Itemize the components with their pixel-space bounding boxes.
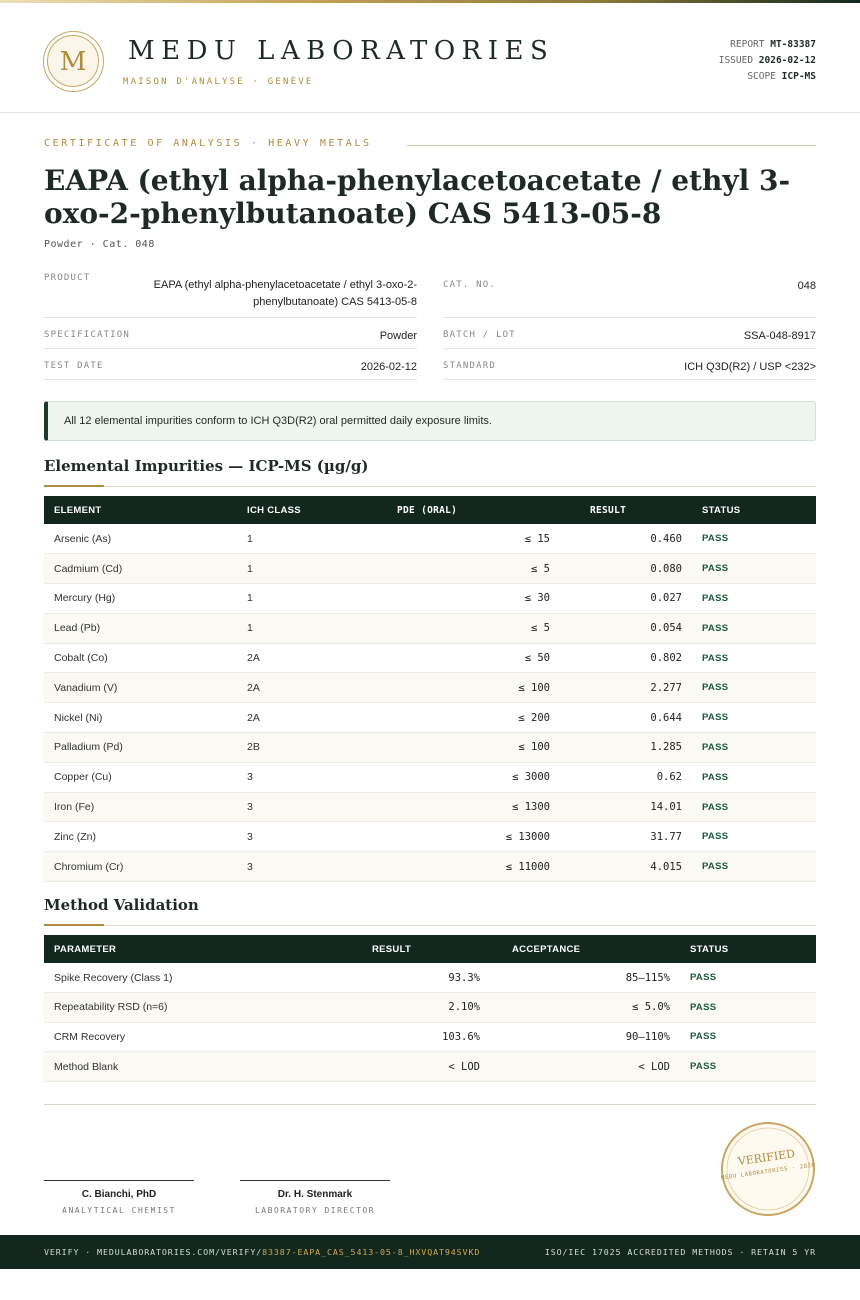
ich-class: 3 — [237, 852, 347, 882]
status-badge: PASS — [692, 703, 816, 733]
impurities-table-body — [44, 524, 816, 882]
info-value: Powder — [379, 330, 417, 342]
ich-class: 2A — [237, 673, 347, 703]
result-value: 93.3% — [294, 963, 490, 993]
impurity-row — [44, 613, 816, 643]
logo-letter: M — [47, 35, 99, 87]
brand-name: MEDU LABORATORIES — [128, 36, 555, 66]
report-number-row — [719, 37, 816, 53]
element-name: Nickel (Ni) — [44, 703, 237, 733]
info-label: BATCH / LOT — [443, 330, 516, 340]
info-value: 2026-02-12 — [360, 361, 417, 373]
result-value: 14.01 — [560, 792, 692, 822]
info-value: EAPA (ethyl alpha-phenylacetoacetate / ethyl 3-oxo-2-phenylbutanoate) CAS 5413-05-8 — [153, 279, 417, 308]
impurities-section-title: Elemental Impurities — ICP-MS (µg/g) — [44, 457, 369, 475]
validation-row — [44, 1022, 816, 1052]
result-value: < LOD — [294, 1052, 490, 1082]
result-value: 31.77 — [560, 822, 692, 852]
info-row-standard — [443, 349, 816, 380]
info-label: PRODUCT — [44, 273, 91, 283]
status-badge: PASS — [692, 762, 816, 792]
column-header-status: STATUS — [680, 935, 816, 963]
signature-laboratory-director — [240, 1180, 390, 1215]
info-label: CAT. NO. — [443, 280, 496, 290]
signatory-name: Dr. H. Stenmark — [277, 1189, 353, 1200]
scope-value: ICP-MS — [781, 71, 816, 82]
pde-limit: ≤ 1300 — [347, 792, 560, 822]
result-value: 0.054 — [560, 613, 692, 643]
impurities-header-row — [44, 496, 816, 524]
element-name: Chromium (Cr) — [44, 852, 237, 882]
pde-limit: ≤ 200 — [347, 703, 560, 733]
element-name: Copper (Cu) — [44, 762, 237, 792]
status-badge: PASS — [680, 1022, 816, 1052]
element-name: Zinc (Zn) — [44, 822, 237, 852]
verify-line — [44, 1247, 480, 1257]
verify-link[interactable]: 83387-EAPA_CAS_5413-05-8_HXVQAT94SVKD — [262, 1247, 481, 1257]
pde-limit: ≤ 15 — [347, 524, 560, 554]
accreditation-note: ISO/IEC 17025 ACCREDITED METHODS · RETAIN 5 YR — [544, 1247, 816, 1257]
certificate-eyebrow: CERTIFICATE OF ANALYSIS · HEAVY METALS — [44, 138, 372, 149]
impurity-row — [44, 822, 816, 852]
info-row-test-date — [44, 349, 417, 380]
impurity-row — [44, 703, 816, 733]
product-title: EAPA (ethyl alpha-phenylacetoacetate / ethyl 3-oxo-2-phenylbutanoate) CAS 5413-05-8 — [44, 164, 791, 230]
verify-prefix: VERIFY · MEDULABORATORIES.COM/VERIFY/ — [44, 1247, 263, 1257]
acceptance-criteria: 90–110% — [490, 1022, 680, 1052]
status-badge: PASS — [692, 613, 816, 643]
report-number: MT-83387 — [770, 39, 816, 50]
status-badge: PASS — [692, 822, 816, 852]
element-name: Lead (Pb) — [44, 613, 237, 643]
pde-limit: ≤ 5 — [347, 554, 560, 584]
brand-tagline: MAISON D'ANALYSE · GENÈVE — [123, 77, 314, 87]
info-row-product — [44, 271, 417, 318]
scope-row — [719, 69, 816, 85]
status-badge: PASS — [692, 554, 816, 584]
element-name: Cobalt (Co) — [44, 643, 237, 673]
validation-row — [44, 993, 816, 1023]
acceptance-criteria: < LOD — [490, 1052, 680, 1082]
element-name: Iron (Fe) — [44, 792, 237, 822]
ich-class: 1 — [237, 613, 347, 643]
product-subtitle: Powder · Cat. 048 — [44, 239, 155, 250]
result-value: 2.10% — [294, 993, 490, 1023]
impurity-row — [44, 762, 816, 792]
parameter-name: CRM Recovery — [44, 1022, 294, 1052]
result-value: 0.802 — [560, 643, 692, 673]
eyebrow-divider — [407, 145, 816, 146]
validation-header-row — [44, 935, 816, 963]
column-header-parameter: PARAMETER — [44, 935, 294, 963]
info-label: STANDARD — [443, 361, 496, 371]
impurity-row — [44, 733, 816, 763]
signature-analytical-chemist — [44, 1180, 194, 1215]
signatory-role: LABORATORY DIRECTOR — [254, 1206, 375, 1215]
status-badge: PASS — [680, 993, 816, 1023]
verification-footer — [0, 1235, 860, 1269]
status-badge: PASS — [692, 733, 816, 763]
result-value: 4.015 — [560, 852, 692, 882]
stamp-word: VERIFIED — [737, 1147, 796, 1169]
column-header-result: RESULT — [294, 935, 490, 963]
info-label: SPECIFICATION — [44, 330, 131, 340]
info-value: ICH Q3D(R2) / USP <232> — [684, 361, 816, 373]
issued-label: ISSUED — [718, 55, 754, 66]
pde-limit: ≤ 100 — [347, 733, 560, 763]
result-value: 0.027 — [560, 584, 692, 614]
status-badge: PASS — [692, 673, 816, 703]
validation-row — [44, 963, 816, 993]
result-value: 0.080 — [560, 554, 692, 584]
info-label: TEST DATE — [44, 361, 104, 371]
ich-class: 2A — [237, 703, 347, 733]
issued-date: 2026-02-12 — [758, 55, 816, 66]
result-value: 0.460 — [560, 524, 692, 554]
result-value: 0.62 — [560, 762, 692, 792]
column-header-acceptance: ACCEPTANCE — [490, 935, 680, 963]
pde-limit: ≤ 30 — [347, 584, 560, 614]
report-label: REPORT — [730, 39, 765, 50]
impurity-row — [44, 554, 816, 584]
product-info-left — [44, 271, 417, 380]
signature-divider — [44, 1104, 816, 1105]
product-info-right — [443, 271, 816, 380]
impurity-row — [44, 792, 816, 822]
parameter-name: Spike Recovery (Class 1) — [44, 963, 294, 993]
info-row-cat-no — [443, 271, 816, 318]
element-name: Vanadium (V) — [44, 673, 237, 703]
scope-label: SCOPE — [747, 71, 776, 82]
lab-logo — [43, 31, 104, 92]
column-header-element: ELEMENT — [44, 496, 237, 524]
validation-table-body — [44, 963, 816, 1081]
column-header-class: ICH CLASS — [237, 496, 347, 524]
signatory-name: C. Bianchi, PhD — [81, 1189, 157, 1200]
column-header-result: RESULT — [560, 496, 692, 524]
ich-class: 3 — [237, 792, 347, 822]
conformance-banner: All 12 elemental impurities conform to ICH Q3D(R2) oral permitted daily exposure limits. — [44, 401, 816, 441]
element-name: Arsenic (As) — [44, 524, 237, 554]
issued-row — [719, 53, 816, 69]
pde-limit: ≤ 5 — [347, 613, 560, 643]
result-value: 0.644 — [560, 703, 692, 733]
acceptance-criteria: 85–115% — [490, 963, 680, 993]
ich-class: 2A — [237, 643, 347, 673]
info-row-batch — [443, 318, 816, 349]
validation-table — [44, 935, 816, 1082]
parameter-name: Repeatability RSD (n=6) — [44, 993, 294, 1023]
info-value: SSA-048-8917 — [743, 330, 816, 342]
status-badge: PASS — [680, 963, 816, 993]
ich-class: 1 — [237, 584, 347, 614]
report-meta — [719, 37, 816, 85]
stamp-ring-text: MEDU LABORATORIES · 2026 — [720, 1162, 816, 1182]
impurity-row — [44, 524, 816, 554]
pde-limit: ≤ 3000 — [347, 762, 560, 792]
pde-limit: ≤ 50 — [347, 643, 560, 673]
ich-class: 1 — [237, 554, 347, 584]
status-badge: PASS — [692, 584, 816, 614]
status-badge: PASS — [692, 524, 816, 554]
impurities-section-rule — [44, 486, 816, 487]
ich-class: 1 — [237, 524, 347, 554]
impurities-table — [44, 496, 816, 882]
validation-row — [44, 1052, 816, 1082]
status-badge: PASS — [692, 643, 816, 673]
status-badge: PASS — [692, 852, 816, 882]
element-name: Mercury (Hg) — [44, 584, 237, 614]
impurity-row — [44, 852, 816, 882]
validation-section-title: Method Validation — [44, 896, 199, 914]
result-value: 103.6% — [294, 1022, 490, 1052]
column-header-pde: PDE (ORAL) — [347, 496, 560, 524]
impurity-row — [44, 673, 816, 703]
pde-limit: ≤ 13000 — [347, 822, 560, 852]
element-name: Palladium (Pd) — [44, 733, 237, 763]
pde-limit: ≤ 100 — [347, 673, 560, 703]
certificate-eyebrow-row — [44, 138, 816, 152]
validation-section-rule — [44, 925, 816, 926]
impurity-row — [44, 584, 816, 614]
result-value: 2.277 — [560, 673, 692, 703]
impurity-row — [44, 643, 816, 673]
ich-class: 3 — [237, 762, 347, 792]
column-header-status: STATUS — [692, 496, 816, 524]
info-row-specification — [44, 318, 417, 349]
acceptance-criteria: ≤ 5.0% — [490, 993, 680, 1023]
page-header — [0, 3, 860, 113]
result-value: 1.285 — [560, 733, 692, 763]
parameter-name: Method Blank — [44, 1052, 294, 1082]
info-value: 048 — [797, 280, 816, 292]
ich-class: 2B — [237, 733, 347, 763]
signatory-role: ANALYTICAL CHEMIST — [62, 1206, 176, 1215]
ich-class: 3 — [237, 822, 347, 852]
pde-limit: ≤ 11000 — [347, 852, 560, 882]
status-badge: PASS — [692, 792, 816, 822]
status-badge: PASS — [680, 1052, 816, 1082]
element-name: Cadmium (Cd) — [44, 554, 237, 584]
verified-stamp — [714, 1115, 822, 1223]
